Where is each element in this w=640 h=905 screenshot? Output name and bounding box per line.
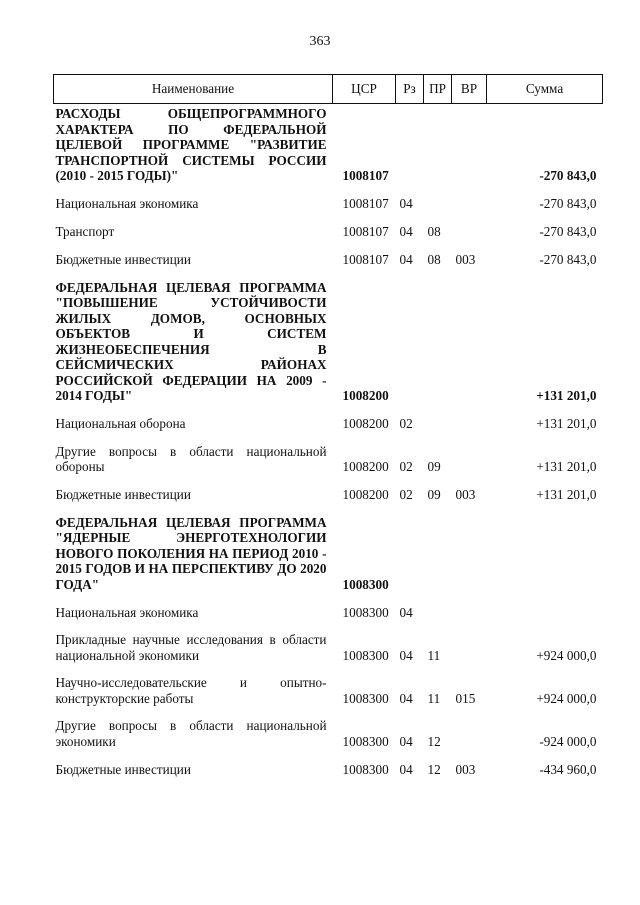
table-row <box>54 604 603 620</box>
row-pr <box>424 280 452 404</box>
row-rz <box>396 280 424 404</box>
row-name: Национальная оборона <box>55 416 186 431</box>
row-rz: 02 <box>399 416 413 431</box>
row-csr: 1008300 <box>342 576 389 592</box>
row-rz: 02 <box>399 487 413 502</box>
row-name: Национальная экономика <box>55 604 199 620</box>
header-csr: ЦСР <box>333 75 396 104</box>
row-rz: 04 <box>399 733 413 749</box>
row-csr: 1008107 <box>342 224 389 239</box>
table-row <box>54 675 603 706</box>
table-row <box>54 224 603 240</box>
row-pr <box>424 515 452 593</box>
row-sum: +131 201,0 <box>536 388 597 403</box>
row-pr <box>424 416 452 432</box>
header-sum: Сумма <box>487 75 603 104</box>
table-body <box>54 104 603 778</box>
row-vr <box>452 718 487 749</box>
row-pr <box>424 604 452 620</box>
row-csr: 1008300 <box>342 647 389 663</box>
row-name: Прикладные научные исследования в области национальной экономики <box>55 632 327 663</box>
row-rz: 04 <box>399 604 413 620</box>
row-vr <box>452 224 487 240</box>
row-rz: 04 <box>399 647 413 663</box>
row-vr: 015 <box>455 690 476 706</box>
row-name: ФЕДЕРАЛЬНАЯ ЦЕЛЕВАЯ ПРОГРАММА "ПОВЫШЕНИЕ УСТОЙЧИВОСТИ ЖИЛЫХ ДОМОВ, ОСНОВНЫХ ОБЪЕКТОВ И СИСТЕМ ЖИЗНЕОБЕСПЕЧЕНИЯ В СЕЙСМИЧЕСКИХ РАЙОНАХ РОССИЙСКОЙ ФЕДЕРАЦИИ НА 2009 - 2014 ГОДЫ" <box>55 279 327 403</box>
table-row <box>54 196 603 212</box>
row-pr: 08 <box>427 252 441 267</box>
row-name: Научно-исследовательские и опытно-конструкторские работы <box>55 675 327 706</box>
row-rz: 04 <box>399 761 413 777</box>
row-pr: 11 <box>427 647 441 663</box>
row-pr: 12 <box>427 761 441 777</box>
row-pr <box>424 106 452 184</box>
row-csr: 1008300 <box>342 761 389 777</box>
row-pr: 12 <box>427 733 441 749</box>
row-sum: -270 843,0 <box>539 252 597 267</box>
row-name: РАСХОДЫ ОБЩЕПРОГРАММНОГО ХАРАКТЕРА ПО ФЕДЕРАЛЬНОЙ ЦЕЛЕВОЙ ПРОГРАММЕ "РАЗВИТИЕ ТРАНСПОРТНОЙ СИСТЕМЫ РОССИИ (2010 - 2015 ГОДЫ)" <box>55 106 327 183</box>
row-pr: 09 <box>427 459 441 474</box>
row-vr <box>452 632 487 663</box>
row-rz: 04 <box>399 252 413 267</box>
row-rz: 04 <box>399 224 413 239</box>
row-rz <box>396 106 424 184</box>
table-row <box>54 106 603 184</box>
row-rz <box>396 515 424 593</box>
row-pr: 11 <box>427 690 441 706</box>
row-csr: 1008200 <box>342 388 389 403</box>
row-sum: +924 000,0 <box>536 690 597 706</box>
row-pr: 08 <box>427 224 441 239</box>
row-vr <box>452 106 487 184</box>
row-sum: -270 843,0 <box>539 168 597 183</box>
row-csr: 1008107 <box>342 252 389 267</box>
row-vr: 003 <box>455 761 476 777</box>
row-sum: +131 201,0 <box>536 487 597 502</box>
row-rz: 04 <box>399 690 413 706</box>
row-csr: 1008200 <box>342 459 389 474</box>
row-vr <box>452 280 487 404</box>
row-vr <box>452 515 487 593</box>
table-row <box>54 718 603 749</box>
row-csr: 1008300 <box>342 604 389 620</box>
row-sum <box>487 515 603 593</box>
row-sum: +924 000,0 <box>536 647 597 663</box>
row-csr: 1008107 <box>342 196 389 211</box>
table-header-row <box>54 75 603 104</box>
table-row <box>54 416 603 432</box>
row-vr <box>452 444 487 475</box>
row-sum: -270 843,0 <box>539 196 597 211</box>
table-row <box>54 444 603 475</box>
header-pr: ПР <box>424 75 452 104</box>
table-row <box>54 280 603 404</box>
header-vr: ВР <box>452 75 487 104</box>
row-csr: 1008300 <box>342 690 389 706</box>
table-row <box>54 487 603 503</box>
table-row <box>54 252 603 268</box>
row-vr <box>452 196 487 212</box>
row-name: Бюджетные инвестиции <box>55 487 191 502</box>
row-vr: 003 <box>455 487 476 502</box>
row-sum: -924 000,0 <box>539 733 597 749</box>
table-row <box>54 761 603 777</box>
row-sum: -270 843,0 <box>539 224 597 239</box>
row-name: Другие вопросы в области национальной экономики <box>55 718 327 749</box>
row-csr: 1008200 <box>342 487 389 502</box>
row-name: Другие вопросы в области национальной обороны <box>55 443 327 474</box>
row-sum <box>487 604 603 620</box>
page-number: 363 <box>309 34 331 49</box>
row-pr <box>424 196 452 212</box>
row-name: Транспорт <box>55 224 115 239</box>
row-csr: 1008200 <box>342 416 389 431</box>
row-sum: -434 960,0 <box>539 761 597 777</box>
table-row <box>54 515 603 593</box>
row-sum: +131 201,0 <box>536 459 597 474</box>
row-pr: 09 <box>427 487 441 502</box>
row-vr <box>452 604 487 620</box>
row-name: Национальная экономика <box>55 196 199 211</box>
row-sum: +131 201,0 <box>536 416 597 431</box>
row-name: Бюджетные инвестиции <box>55 252 191 267</box>
row-name: Бюджетные инвестиции <box>55 761 191 777</box>
header-rz: Рз <box>396 75 424 104</box>
row-vr: 003 <box>455 252 476 267</box>
header-name: Наименование <box>54 75 333 104</box>
row-vr <box>452 416 487 432</box>
table-row <box>54 632 603 663</box>
row-csr: 1008300 <box>342 733 389 749</box>
row-rz: 02 <box>399 459 413 474</box>
row-name: ФЕДЕРАЛЬНАЯ ЦЕЛЕВАЯ ПРОГРАММА "ЯДЕРНЫЕ ЭНЕРГОТЕХНОЛОГИИ НОВОГО ПОКОЛЕНИЯ НА ПЕРИОД 2010 - 2015 ГОДОВ И НА ПЕРСПЕКТИВУ ДО 2020 ГОДА" <box>55 514 327 592</box>
row-csr: 1008107 <box>342 168 389 183</box>
row-rz: 04 <box>399 196 413 211</box>
budget-table <box>53 74 603 777</box>
